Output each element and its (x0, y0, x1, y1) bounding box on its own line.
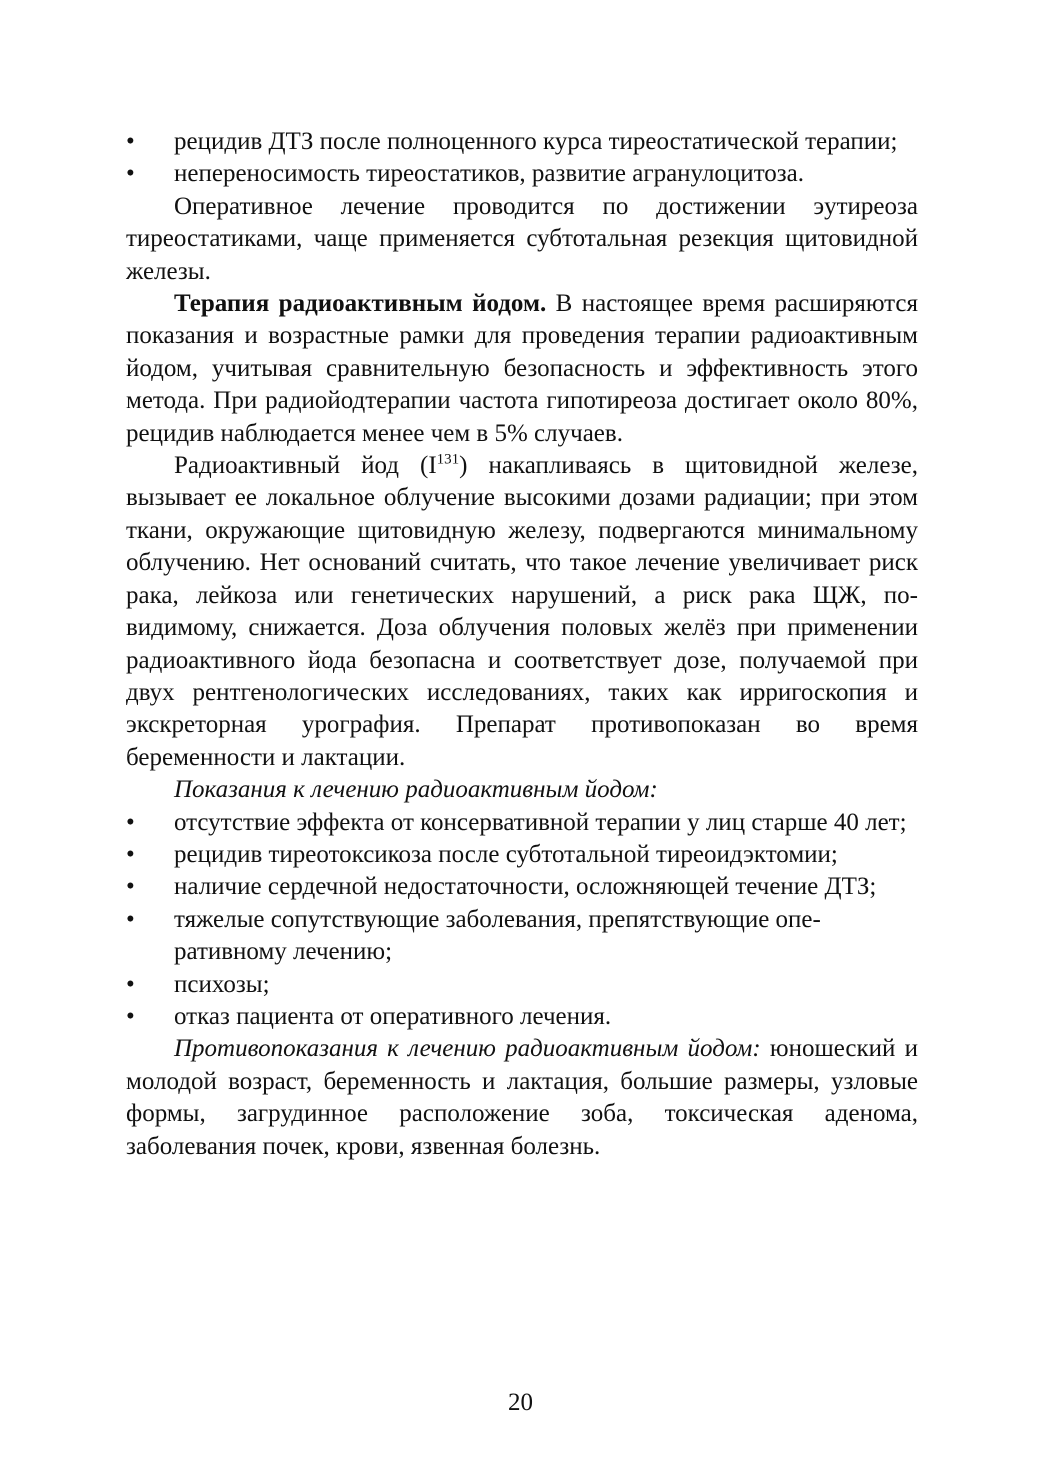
iodine-text-rest: ) накапливаясь в щитовидной железе, вызывает ее локальное облучение высокими дозами радиации; при этом ткани, окружающие щитовидную железу, подвергаются минимальному облучению. Нет оснований считать, что такое лечение увеличивает риск рака, лейкоза или генетических нарушений, а риск рака ЩЖ, по-видимому, снижается. Доза облучения половых желёз при применении радиоактивного йода безопасна и соответствует дозе, получаемой при двух рентгенологических исследованиях, таких как ирригоскопия и экскреторная урография. Препарат противопоказан во время беременности и лактации. (126, 452, 919, 771)
list-item (126, 839, 918, 871)
list-item-text: тяжелые сопутствующие заболевания, препятствующие оперативному лечению; (174, 905, 821, 966)
list-item-text: непереносимость тиреостатиков, развитие агранулоцитоза. (174, 160, 805, 188)
list-item-text: наличие сердечной недостаточности, осложняющей течение ДТЗ; (174, 873, 877, 901)
list-item (126, 126, 918, 158)
bullet-icon: • (126, 905, 135, 933)
bullet-icon: • (126, 160, 135, 188)
radioiodine-heading: Терапия радиоактивным йодом. (174, 290, 547, 318)
radioiodine-paragraph (126, 288, 918, 450)
page-number: 20 (508, 1389, 533, 1416)
iodine-text-start: Радиоактивный йод (I (174, 452, 437, 480)
list-item (126, 807, 918, 839)
list-item-text: отсутствие эффекта от консервативной терапии у лиц старше 40 лет; (174, 808, 907, 836)
indications-heading-paragraph (126, 774, 918, 806)
bullet-icon: • (126, 1002, 135, 1030)
bullet-icon: • (126, 128, 135, 155)
iodine-paragraph (126, 450, 918, 774)
contraindications-heading: Противопоказания к лечению радиоактивным йодом: (174, 1035, 761, 1063)
list-item (126, 1001, 918, 1033)
bullet-icon: • (126, 873, 135, 901)
page-content (126, 126, 918, 1163)
indications-list (126, 807, 918, 1034)
list-item-text: психозы; (174, 970, 270, 998)
bullet-icon: • (126, 970, 135, 998)
bullet-icon: • (126, 840, 135, 868)
contraindications-text: юношеский и молодой возраст, беременность и лактация, большие размеры, узловые формы, загрудинное расположение зоба, токсическая аденома, заболевания почек, крови, язвенная болезнь. (126, 1035, 918, 1160)
list-item (126, 871, 918, 903)
list-item (126, 969, 918, 1001)
list-item-text: рецидив ДТЗ после полноценного курса тиреостатической терапии; (174, 128, 898, 155)
radioiodine-text: В настоящее время расширяются показания и возрастные рамки для проведения терапии радиоактивным йодом, учитывая сравнительную безопасность и эффективность этого метода. При радиойодтерапии частота гипотиреоза достигает около 80%, рецидив наблюдается менее чем в 5% случаев. (126, 290, 918, 447)
isotope-superscript: 131 (436, 451, 460, 468)
indications-heading: Показания к лечению радиоактивным йодом: (174, 776, 658, 804)
list-item-text: рецидив тиреотоксикоза после субтотальной тиреоидэктомии; (174, 840, 838, 868)
contraindication-list (126, 126, 918, 191)
list-item-text: отказ пациента от оперативного лечения. (174, 1002, 612, 1030)
list-item (126, 158, 918, 190)
surgery-paragraph: Оперативное лечение проводится по достижении эутиреоза тиреостатиками, чаще применяется субтотальная резекция щитовидной железы. (126, 192, 918, 285)
list-item (126, 904, 918, 969)
bullet-icon: • (126, 808, 135, 836)
contraindications-paragraph (126, 1033, 918, 1163)
